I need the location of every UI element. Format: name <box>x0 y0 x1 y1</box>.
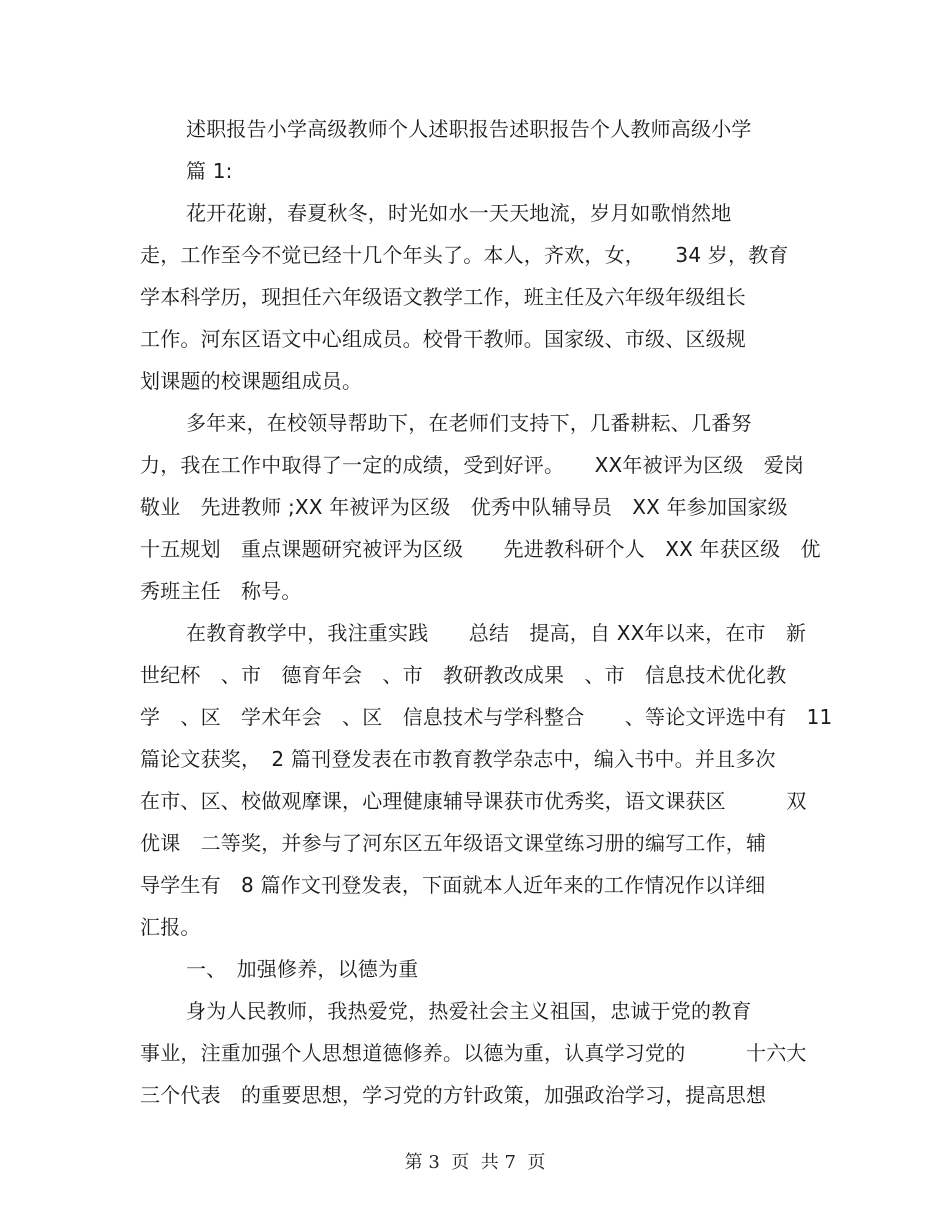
paragraph-line: 划课题的校课题组成员。 <box>140 369 363 393</box>
paragraph-line: 优课 二等奖，并参与了河东区五年级语文课堂练习册的编写工作，辅 <box>140 831 767 855</box>
paragraph-line: 学 、区 学术年会 、区 信息技术与学科整合 、等论文评选中有 11 <box>140 705 833 729</box>
paragraph-line: 工作。河东区语文中心组成员。校骨干教师。国家级、市级、区级规 <box>140 327 746 351</box>
paragraph-line: 力，我在工作中取得了一定的成绩，受到好评。 XX年被评为区级 爱岗 <box>140 453 805 477</box>
document-title: 述职报告小学高级教师个人述职报告述职报告个人教师高级小学 <box>186 117 752 141</box>
paragraph-line: 花开花谢，春夏秋冬，时光如水一天天地流，岁月如歌悄然地 <box>186 201 732 225</box>
paragraph-line: 多年来，在校领导帮助下，在老师们支持下，几番耕耘、几番努 <box>186 411 752 435</box>
paragraph-line: 导学生有 8 篇作文刊登发表，下面就本人近年来的工作情况作以详细 <box>140 873 766 897</box>
paragraph-line: 在教育教学中，我注重实践 总结 提高，自 XX年以来，在市 新 <box>186 621 807 645</box>
section-heading: 篇 1: <box>186 159 233 183</box>
paragraph-line: 三个代表 的重要思想，学习党的方针政策，加强政治学习，提高思想 <box>140 1083 767 1107</box>
paragraph-line: 身为人民教师，我热爱党，热爱社会主义祖国，忠诚于党的教育 <box>186 999 752 1023</box>
page-footer: 第 3 页 共 7 页 <box>404 1152 546 1173</box>
paragraph-line: 事业，注重加强个人思想道德修养。以德为重，认真学习党的 十六大 <box>140 1041 807 1065</box>
paragraph-line: 十五规划 重点课题研究被评为区级 先进教科研个人 XX 年获区级 优 <box>140 537 821 561</box>
paragraph-line: 汇报。 <box>140 915 201 939</box>
paragraph-line: 在市、区、校做观摩课，心理健康辅导课获市优秀奖，语文课获区 双 <box>140 789 807 813</box>
paragraph-line: 敬业 先进教师 ;XX 年被评为区级 优秀中队辅导员 XX 年参加国家级 <box>140 495 788 519</box>
paragraph-line: 世纪杯 、市 德育年会 、市 教研教改成果 、市 信息技术优化教 <box>140 663 787 687</box>
paragraph-line: 篇论文获奖， 2 篇刊登发表在市教育教学杂志中，编入书中。并且多次 <box>140 747 776 771</box>
paragraph-line: 秀班主任 称号。 <box>140 579 302 603</box>
paragraph-line: 走，工作至今不觉已经十几个年头了。本人，齐欢，女， 34 岁，教育 <box>140 243 789 267</box>
section-heading: 一、 加强修养，以德为重 <box>186 957 419 981</box>
paragraph-line: 学本科学历，现担任六年级语文教学工作，班主任及六年级年级组长 <box>140 285 746 309</box>
